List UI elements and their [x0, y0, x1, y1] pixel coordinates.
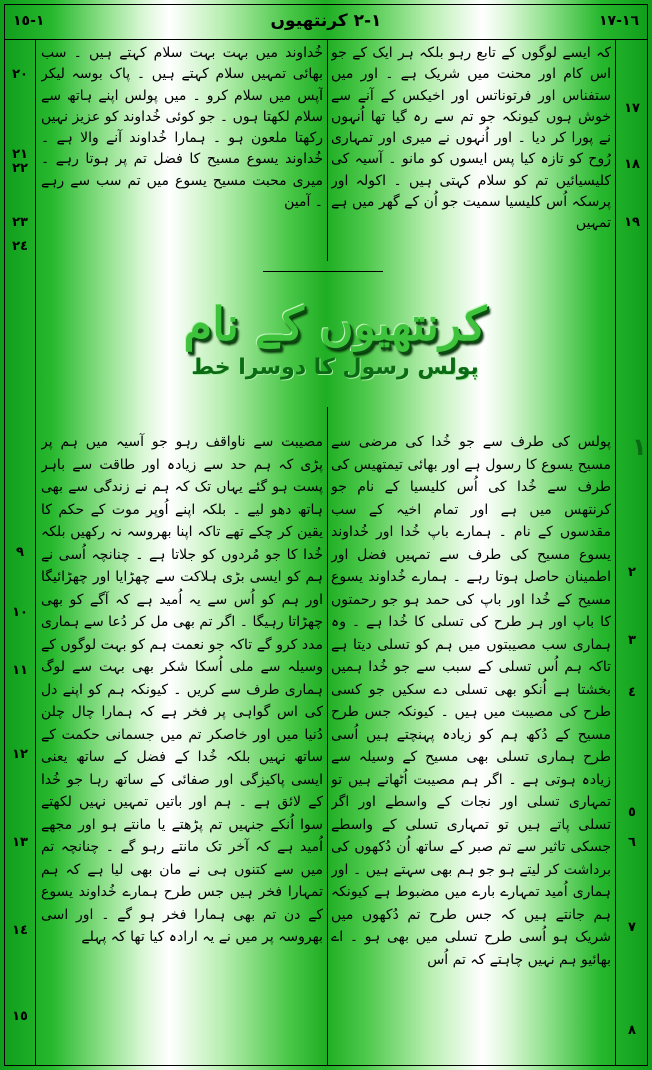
verse-number: ١١	[12, 663, 28, 678]
verse-number: ١٤	[12, 923, 28, 938]
verse-number: ٢٤	[12, 239, 28, 254]
top-left-column	[41, 43, 323, 265]
body-right-text: پولس کی طرف سے جو خُدا کی مرضی سے مسیح یسوع کا رسول ہے اور بھائی تیمتھیس کی طرف سے خُدا کی اُس کلیسیا کے نام جو کرنتھس میں ہے اور تمام اخیہ کے سب مقدسوں کے نام ۔ ہمارے باپ خُدا اور خُداوند یسوع مسیح کی طرف سے تمہیں فضل اور اطمینان حاصل ہوتا رہے ۔ ہمارے خُداوند یسوع مسیح کے خُدا اور باپ کی حمد ہو جو رحمتوں کا باپ اور ہر طرح کی تسلی کا خُدا ہے ۔ وہ ہماری سب مصیبتوں میں ہم کو تسلی دیتا ہے تاکہ ہم اُس تسلی کے سبب سے جو خُدا ہمیں بخشتا ہے اُنکو بھی تسلی دے سکیں جو کسی طرح کی مصیبت میں ہیں ۔ کیونکہ جس طرح مسیح کے دُکھ ہم کو زیادہ پہنچتے ہیں اُسی طرح ہماری تسلی بھی مسیح کے وسیلہ سے زیادہ ہوتی ہے ۔ اگر ہم مصیبت اُٹھاتے ہیں تو تمہاری تسلی اور نجات کے واسطے اور اگر تسلی پاتے ہیں تو تمہاری تسلی کے واسطے جسکی تاثیر سے تم صبر کے ساتھ اُن دُکھوں کی برداشت کر لیتے ہو جو ہم بھی سہتے ہیں ۔ اور ہماری اُمید تمہارے بارے میں مضبوط ہے کیونکہ ہم جانتے ہیں کہ جس طرح تم دُکھوں میں شریک ہو اُسی طرح تسلی میں بھی ہو ۔ اے بھائیو ہم نہیں چاہتے کہ تم اُس	[331, 434, 611, 968]
verse-number: ٩	[16, 545, 24, 560]
verse-number: ٦	[628, 835, 636, 850]
center-rule-bottom	[327, 407, 328, 1065]
book-title-banner	[155, 297, 515, 397]
body-left-text: مصیبت سے ناواقف رہو جو آسیہ میں ہم پر پڑی کہ ہم حد سے زیادہ اور طاقت سے باہر پست ہو گئے یہاں تک کہ ہم نے زندگی سے بھی ہاتھ دھو لیے ۔ بلکہ اپنے اُوپر موت کے حکم کا یقین کر چکے تھے تاکہ اپنا بھروسہ نہ رکھیں بلکہ خُدا کا جو مُردوں کو جلاتا ہے ۔ چنانچہ اُسی نے ہم کو ایسی بڑی ہلاکت سے چھڑایا اور چھڑائیگا اور ہم کو اُس سے یہ اُمید ہے کہ آگے کو بھی چھڑاتا رہیگا ۔ اگر تم بھی مل کر دُعا سے ہماری مدد کرو گے تاکہ جو نعمت ہم کو بہت لوگوں کے وسیلہ سے ملی اُسکا شکر بھی بہت سے لوگ ہماری طرف سے کریں ۔ کیونکہ ہم کو اپنے دل کی اس گواہی پر فخر ہے کہ ہمارا چال چلن دُنیا میں اور خاصکر تم میں جسمانی حکمت کے ساتھ نہیں بلکہ خُدا کے فضل کے ساتھ یعنی ایسی پاکیزگی اور صفائی کے ساتھ رہا جو خُدا کے لائق ہے ۔ ہم اور باتیں تمہیں نہیں لکھتے سوا اُنکے جنہیں تم پڑھتے یا مانتے ہو اور مجھے اُمید ہے کہ آخر تک مانتے رہو گے ۔ چنانچہ تم میں سے کتنوں ہی نے مان بھی لیا ہے کہ ہم تمہارا فخر ہیں جس طرح ہمارے خُداوند یسوع کے دن تم بھی ہمارا فخر ہو گے ۔ اور اسی بھروسہ پر میں نے یہ ارادہ کیا تھا کہ پہلے	[41, 434, 323, 945]
top-right-column	[331, 43, 611, 265]
verse-number: ٨	[628, 1023, 636, 1038]
section-rule	[263, 271, 383, 272]
header-reference-left: ١-١٥	[13, 13, 45, 29]
verse-number: ٧	[628, 920, 636, 935]
top-right-text: کہ ایسے لوگوں کے تابع رہو بلکہ ہر ایک کے جو اس کام اور محنت میں شریک ہے ۔ اور میں ستفناس اور فرتوناتس اور اخیکس کے آنے سے خوش ہوں کیونکہ جو تم سے رہ گیا تھا اُنہوں نے پورا کر دیا ۔ اور اُنہوں نے میری اور تمہاری رُوح کو تازہ کیا پس ایسوں کو مانو ۔ آسیہ کی کلیسیائیں تم کو سلام کہتی ہیں ۔ اکولہ اور پرسکہ اُس کلیسیا سمیت جو اُن کے گھر میں ہے تمہیں	[331, 45, 611, 232]
verse-number: ١٨	[624, 157, 640, 172]
header-book-title: ١-٢ کرنتھیوں	[270, 11, 382, 31]
verse-number: ١٩	[624, 215, 640, 230]
scripture-page	[4, 4, 648, 1066]
verse-number: ٤	[628, 685, 636, 700]
verse-number: ١٢	[12, 747, 28, 762]
book-subtitle: پولس رسول کا دوسرا خط	[191, 355, 479, 380]
verse-number: ٢١	[12, 147, 28, 162]
verse-number: ٣	[628, 633, 636, 648]
verse-number: ١٧	[624, 101, 640, 116]
body-left-column	[41, 431, 323, 1063]
verse-number: ٢٢	[12, 161, 28, 176]
verse-number: ١٠	[12, 605, 28, 620]
center-rule-top	[327, 39, 328, 261]
verse-number: ٥	[628, 805, 636, 820]
verse-number: ٢٠	[12, 67, 28, 82]
verse-number: ٢	[628, 565, 636, 580]
page-header	[5, 5, 647, 40]
verse-number: ١٣	[12, 835, 28, 850]
header-reference-right: ١٦-١٧	[599, 13, 639, 29]
book-title: کرنتھیوں کے نام	[183, 297, 487, 351]
right-margin-rule	[615, 39, 616, 1065]
verse-number: ٢٣	[12, 215, 28, 230]
left-margin-rule	[35, 39, 36, 1065]
verse-number: ١٥	[12, 1009, 28, 1024]
chapter-marker: ١	[632, 433, 647, 461]
top-left-text: خُداوند میں بہت بہت سلام کہتے ہیں ۔ سب بھائی تمہیں سلام کہتے ہیں ۔ پاک بوسہ لیکر آپس میں سلام کرو ۔ میں پولس اپنے ہاتھ سے سلام لکھتا ہوں ۔ جو کوئی خُداوند کو عزیز نہیں رکھتا ملعون ہو ۔ ہمارا خُداوند آنے والا ہے ۔ خُداوند یسوع مسیح کا فضل تم پر ہوتا رہے ۔ میری محبت مسیح یسوع میں تم سب سے رہے ۔ آمین	[41, 45, 323, 211]
body-right-column	[331, 431, 611, 1063]
